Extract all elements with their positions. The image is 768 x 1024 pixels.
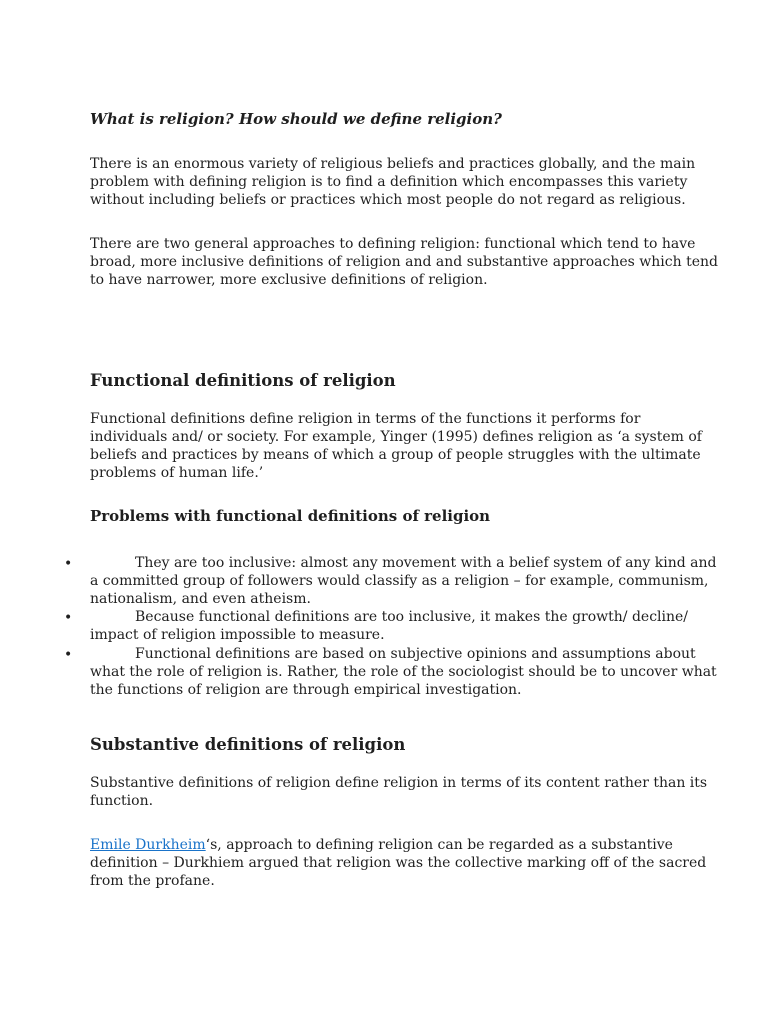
text-line: Functional definitions are based on subjective opinions and assumptions about [135, 646, 696, 662]
document-title: What is religion? How should we define religion? [90, 110, 502, 128]
text-line: There is an enormous variety of religious beliefs and practices globally, and the main [90, 156, 696, 172]
text-line [90, 836, 690, 854]
text-line: They are too inclusive: almost any movement with a belief system of any kind and [135, 555, 717, 571]
functional-paragraph [90, 410, 702, 482]
intro-paragraph-2 [90, 235, 718, 289]
list-item [90, 645, 717, 699]
list-item [90, 554, 717, 608]
problems-heading: Problems with functional definitions of religion [90, 507, 491, 525]
text-line: from the profane. [90, 873, 215, 889]
text-line: broad, more inclusive definitions of religion and and substantive approaches which tend [90, 254, 718, 270]
text-line: problems of human life.’ [90, 465, 264, 481]
text-line: beliefs and practices by means of which a group of people struggles with the ultimate [90, 447, 701, 463]
text-span: ‘s, approach to defining religion can be regarded as a substantive [205, 837, 673, 853]
text-line: a committed group of followers would classify as a religion – for example, communism, [90, 573, 709, 589]
text-line: impact of religion impossible to measure. [90, 627, 385, 643]
text-line: problem with defining religion is to find a definition which encompasses this variety [90, 174, 688, 190]
list-item [90, 608, 690, 644]
text-line: individuals and/ or society. For example, Yinger (1995) defines religion as ‘a system of [90, 429, 702, 445]
text-line: Because functional definitions are too inclusive, it makes the growth/ decline/ [135, 609, 689, 625]
text-line: what the role of religion is. Rather, the role of the sociologist should be to uncover what [90, 664, 717, 680]
text-line: function. [90, 793, 154, 809]
bullet-marker: • [64, 610, 73, 626]
durkheim-link[interactable]: Emile Durkheim [90, 837, 206, 853]
text-line: Functional definitions define religion in terms of the functions it performs for [90, 411, 641, 427]
intro-paragraph-1 [90, 155, 696, 209]
text-line: the functions of religion are through empirical investigation. [90, 682, 522, 698]
text-line: definition – Durkhiem argued that religion was the collective marking off of the sacred [90, 855, 707, 871]
functional-heading: Functional definitions of religion [90, 371, 396, 390]
text-line: nationalism, and even atheism. [90, 591, 311, 607]
text-line: without including beliefs or practices which most people do not regard as religious. [90, 192, 686, 208]
text-line: Substantive definitions of religion define religion in terms of its content rather than its [90, 775, 708, 791]
substantive-paragraph [90, 774, 708, 810]
bullet-marker: • [64, 556, 73, 572]
durkheim-paragraph [90, 836, 707, 890]
text-line: to have narrower, more exclusive definitions of religion. [90, 272, 488, 288]
text-line: There are two general approaches to defining religion: functional which tend to have [90, 236, 696, 252]
substantive-heading: Substantive definitions of religion [90, 735, 406, 754]
bullet-marker: • [64, 647, 73, 663]
